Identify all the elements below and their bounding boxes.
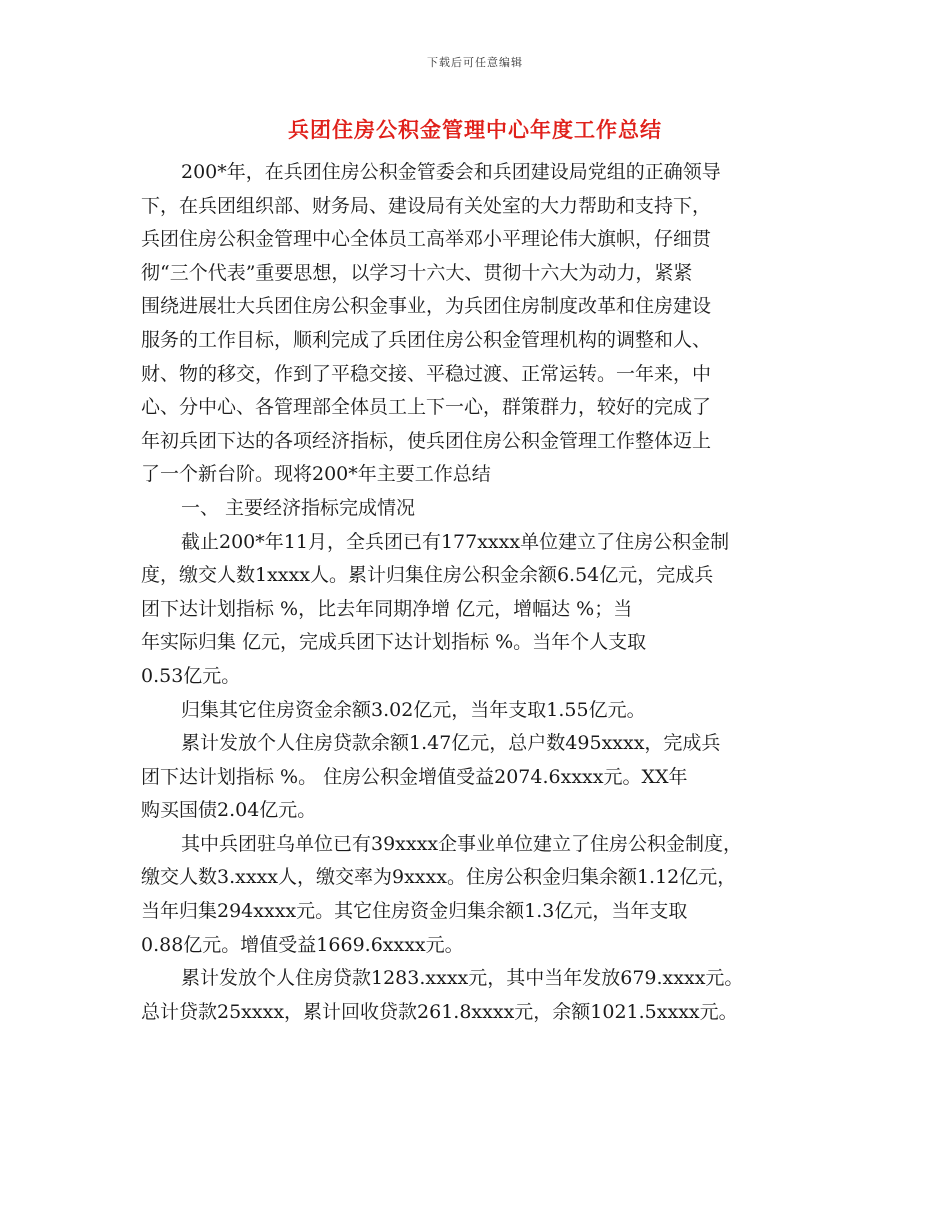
body-line: 累计发放个人住房贷款余额1.47亿元，总户数495xxxx，完成兵 xyxy=(181,732,721,755)
body-line: 下，在兵团组织部、财务局、建设局有关处室的大力帮助和支持下， xyxy=(141,194,712,217)
body-line: 团下达计划指标 %。 住房公积金增值受益2074.6xxxx元。XX年 xyxy=(141,765,688,788)
body-line: 围绕进展壮大兵团住房公积金事业，为兵团住房制度改革和住房建设 xyxy=(141,295,712,318)
body-line: 0.88亿元。增值受益1669.6xxxx元。 xyxy=(141,933,464,956)
body-line: 归集其它住房资金余额3.02亿元，当年支取1.55亿元。 xyxy=(181,698,646,721)
body-line: 购买国债2.04亿元。 xyxy=(141,799,317,822)
body-line: 彻“三个代表”重要思想，以学习十六大、贯彻十六大为动力，紧紧 xyxy=(141,261,693,284)
body-line: 年实际归集 亿元，完成兵团下达计划指标 %。当年个人支取 xyxy=(141,631,647,654)
section-heading: 一、 主要经济指标完成情况 xyxy=(181,496,416,519)
body-line: 当年归集294xxxx元。其它住房资金归集余额1.3亿元，当年支取 xyxy=(141,900,688,923)
body-line: 累计发放个人住房贷款1283.xxxx元，其中当年发放679.xxxx元。 xyxy=(181,967,744,990)
body-line: 度，缴交人数1xxxx人。累计归集住房公积金余额6.54亿元，完成兵 xyxy=(141,564,714,587)
body-line: 缴交人数3.xxxx人，缴交率为9xxxx。住房公积金归集余额1.12亿元， xyxy=(141,866,737,889)
body-line: 心、分中心、各管理部全体员工上下一心，群策群力，较好的完成了 xyxy=(141,396,712,419)
body-line: 服务的工作目标，顺利完成了兵团住房公积金管理机构的调整和人、 xyxy=(141,328,712,351)
body-line: 其中兵团驻乌单位已有39xxxx企事业单位建立了住房公积金制度， xyxy=(181,832,743,855)
header-note: 下载后可任意编辑 xyxy=(427,56,523,69)
body-line: 兵团住房公积金管理中心全体员工高举邓小平理论伟大旗帜，仔细贯 xyxy=(141,228,712,251)
body-line: 了一个新台阶。现将200*年主要工作总结 xyxy=(141,463,491,486)
body-line: 截止200*年11月，全兵团已有177xxxx单位建立了住房公积金制 xyxy=(181,530,730,553)
document-body xyxy=(141,156,813,1029)
document-title: 兵团住房公积金管理中心年度工作总结 xyxy=(288,117,662,142)
body-line: 总计贷款25xxxx，累计回收贷款261.8xxxx元，余额1021.5xxxx元。 xyxy=(141,1000,738,1023)
body-line: 年初兵团下达的各项经济指标，使兵团住房公积金管理工作整体迈上 xyxy=(141,429,712,452)
body-line: 团下达计划指标 %，比去年同期净增 亿元，增幅达 %；当 xyxy=(141,597,633,620)
body-line: 财、物的移交，作到了平稳交接、平稳过渡、正常运转。一年来，中 xyxy=(141,362,712,385)
body-line: 200*年，在兵团住房公积金管委会和兵团建设局党组的正确领导 xyxy=(181,161,721,183)
body-line: 0.53亿元。 xyxy=(141,664,241,687)
